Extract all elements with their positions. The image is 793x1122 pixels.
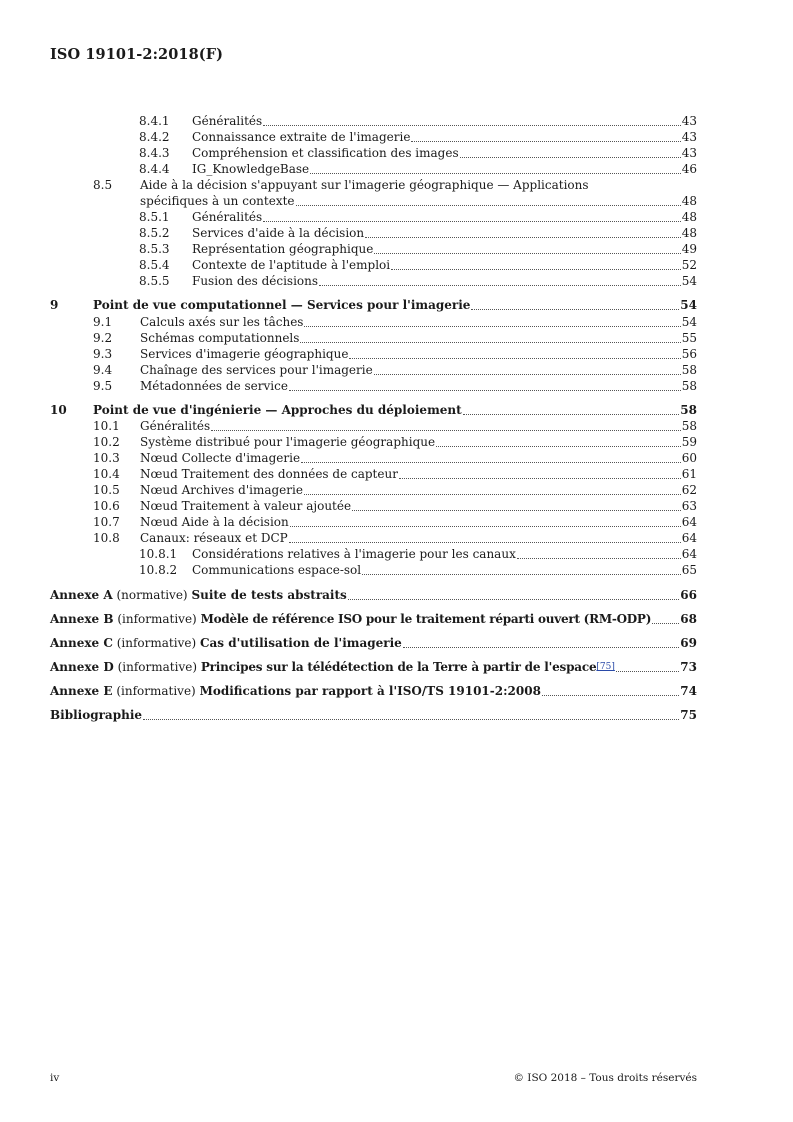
dot-leader (211, 429, 681, 431)
toc-number: 10.5 (93, 483, 120, 497)
toc-page: 75 (680, 708, 697, 722)
toc-title: Fusion des décisions (192, 274, 319, 288)
dot-leader (411, 140, 680, 142)
dot-leader (263, 220, 681, 222)
dot-leader (471, 308, 679, 310)
toc-page: 58 (680, 403, 697, 417)
annex-label: Annexe D (50, 660, 114, 674)
toc-title: Nœud Archives d'imagerie (140, 483, 303, 497)
dot-leader (348, 598, 680, 600)
toc-number: 8.5 (93, 178, 113, 192)
toc-page: 49 (681, 242, 697, 256)
toc-entry-9[interactable] (50, 296, 697, 313)
toc-entry-8-4-4[interactable] (139, 160, 697, 177)
dot-leader (352, 509, 681, 511)
toc-page: 54 (680, 298, 697, 312)
toc-number: 9.3 (93, 347, 113, 361)
toc-annex-d[interactable] (50, 658, 697, 675)
dot-leader (652, 622, 679, 624)
toc-title: Considérations relatives à l'imagerie pour les canaux (192, 547, 516, 561)
toc-entry-8-5-4[interactable] (139, 256, 697, 273)
toc-title: Aide à la décision s'appuyant sur l'imagerie géographique — Applications (140, 178, 589, 192)
toc-entry-8-5-5[interactable] (139, 272, 697, 289)
toc-title: Généralités (140, 419, 211, 433)
toc-number: 8.4.4 (139, 162, 170, 176)
toc-entry-10-1[interactable] (93, 417, 697, 434)
toc-entry-10-7[interactable] (93, 513, 697, 530)
toc-page: 58 (681, 363, 697, 377)
dot-leader (403, 646, 680, 648)
dot-leader (365, 236, 681, 238)
toc-entry-9-4[interactable] (93, 361, 697, 378)
toc-title: Généralités (192, 210, 263, 224)
dot-leader (374, 252, 680, 254)
toc-title: Représentation géographique (192, 242, 374, 256)
toc-page: 62 (681, 483, 697, 497)
toc-entry-8-4-2[interactable] (139, 128, 697, 145)
toc-entry-8-5-1[interactable] (139, 208, 697, 225)
toc-number: 9.2 (93, 331, 113, 345)
dot-leader (399, 477, 681, 479)
toc-number: 8.5.1 (139, 210, 170, 224)
toc-entry-10-8-1[interactable] (139, 545, 697, 562)
document-id-header: ISO 19101-2:2018(F) (50, 46, 224, 63)
toc-number: 8.5.2 (139, 226, 170, 240)
toc-number: 10 (50, 403, 67, 417)
dot-leader (436, 445, 681, 447)
bibliography-label: Bibliographie (50, 708, 143, 722)
toc-title: Généralités (192, 114, 263, 128)
toc-number: 10.7 (93, 515, 120, 529)
toc-number: 10.1 (93, 419, 120, 433)
dot-leader (463, 413, 680, 415)
toc-page: 61 (681, 467, 697, 481)
toc-entry-10-8[interactable] (93, 529, 697, 546)
toc-number: 10.2 (93, 435, 120, 449)
annex-label: Annexe A (50, 588, 113, 602)
annex-label: Annexe C (50, 636, 113, 650)
dot-leader (542, 694, 679, 696)
dot-leader (296, 204, 681, 206)
toc-annex-b[interactable] (50, 610, 697, 627)
toc-page: 69 (680, 636, 697, 650)
toc-number: 8.5.5 (139, 274, 170, 288)
toc-title: Contexte de l'aptitude à l'emploi (192, 258, 391, 272)
annex-title: Cas d'utilisation de l'imagerie (199, 636, 402, 650)
toc-entry-10-5[interactable] (93, 481, 697, 498)
toc-entry-10-6[interactable] (93, 497, 697, 514)
toc-page: 43 (681, 114, 697, 128)
annex-label: Annexe E (50, 684, 113, 698)
toc-number: 9.5 (93, 379, 113, 393)
toc-number: 10.8.1 (139, 547, 178, 561)
annex-kind: (informative) (112, 636, 200, 650)
dot-leader (362, 573, 681, 575)
toc-entry-9-5[interactable] (93, 377, 697, 394)
toc-number: 9 (50, 298, 59, 312)
toc-entry-8-4-1[interactable] (139, 112, 697, 129)
annex-kind: (normative) (112, 588, 192, 602)
dot-leader (517, 557, 681, 559)
toc-annex-a[interactable] (50, 586, 697, 603)
toc-page: 58 (681, 419, 697, 433)
dot-leader (301, 461, 681, 463)
toc-page: 54 (681, 315, 697, 329)
dot-leader (304, 325, 680, 327)
toc-page: 65 (681, 563, 697, 577)
toc-entry-10-4[interactable] (93, 465, 697, 482)
toc-page: 48 (681, 226, 697, 240)
dot-leader (319, 284, 681, 286)
dot-leader (349, 357, 680, 359)
toc-entry-8-5-continued[interactable] (140, 192, 697, 209)
toc-page: 64 (681, 531, 697, 545)
toc-title: Calculs axés sur les tâches (140, 315, 304, 329)
toc-title: Chaînage des services pour l'imagerie (140, 363, 373, 377)
toc-entry-10[interactable] (50, 401, 697, 418)
toc-page: 64 (681, 547, 697, 561)
toc-title: Nœud Traitement des données de capteur (140, 467, 398, 481)
toc-page: 66 (680, 588, 697, 602)
toc-entry-8-4-3[interactable] (139, 144, 697, 161)
annex-label: Annexe B (50, 612, 114, 626)
toc-entry-9-1[interactable] (93, 313, 697, 330)
dot-leader (374, 373, 681, 375)
toc-entry-9-2[interactable] (93, 329, 697, 346)
toc-number: 8.4.2 (139, 130, 170, 144)
annex-kind: (informative) (112, 684, 200, 698)
dot-leader (289, 389, 681, 391)
toc-title: Nœud Aide à la décision (140, 515, 289, 529)
toc-bibliography[interactable] (50, 706, 697, 723)
toc-title: Point de vue computationnel — Services pour l'imagerie (93, 298, 471, 312)
toc-page: 48 (681, 210, 697, 224)
toc-title: Canaux: réseaux et DCP (140, 531, 288, 545)
toc-page: 46 (681, 162, 697, 176)
dot-leader (289, 541, 681, 543)
toc-page: 74 (680, 684, 697, 698)
toc-title: Connaissance extraite de l'imagerie (192, 130, 411, 144)
toc-title: IG_KnowledgeBase (192, 162, 310, 176)
toc-page: 58 (681, 379, 697, 393)
toc-page: 63 (681, 499, 697, 513)
toc-page: 48 (681, 194, 697, 208)
toc-page: 73 (680, 660, 697, 674)
toc-annex-c[interactable] (50, 634, 697, 651)
toc-page: 43 (681, 146, 697, 160)
toc-number: 10.8.2 (139, 563, 178, 577)
toc-page: 68 (680, 612, 697, 626)
toc-entry-8-5-2[interactable] (139, 224, 697, 241)
toc-page: 59 (681, 435, 697, 449)
dot-leader (300, 341, 680, 343)
toc-entry-10-8-2[interactable] (139, 561, 697, 578)
toc-annex-e[interactable] (50, 682, 697, 699)
page-number: iv (50, 1072, 60, 1084)
toc-page: 56 (681, 347, 697, 361)
toc-number: 8.5.4 (139, 258, 170, 272)
toc-page: 60 (681, 451, 697, 465)
toc-title: Point de vue d'ingénierie — Approches du déploiement (93, 403, 462, 417)
dot-leader (290, 525, 681, 527)
annex-title: Modifications par rapport à l'ISO/TS 19101-2:2008 (199, 684, 541, 698)
toc-number: 10.8 (93, 531, 120, 545)
dot-leader (263, 124, 681, 126)
toc-title: Communications espace-sol (192, 563, 362, 577)
toc-title: Services d'aide à la décision (192, 226, 365, 240)
toc-number: 10.6 (93, 499, 120, 513)
copyright-notice: © ISO 2018 – Tous droits réservés (513, 1072, 697, 1084)
toc-title: spécifiques à un contexte (140, 194, 295, 208)
annex-kind: (informative) (113, 660, 201, 674)
toc-title: Métadonnées de service (140, 379, 288, 393)
toc-entry-10-2[interactable] (93, 433, 697, 450)
toc-entry-10-3[interactable] (93, 449, 697, 466)
toc-page: 43 (681, 130, 697, 144)
toc-page: 52 (681, 258, 697, 272)
bibliography-reference-link[interactable]: [75] (596, 662, 615, 672)
toc-title: Nœud Traitement à valeur ajoutée (140, 499, 352, 513)
toc-title: Système distribué pour l'imagerie géographique (140, 435, 436, 449)
toc-entry-9-3[interactable] (93, 345, 697, 362)
toc-number: 9.1 (93, 315, 113, 329)
dot-leader (460, 156, 681, 158)
dot-leader (143, 718, 679, 720)
toc-title: Compréhension et classification des images (192, 146, 459, 160)
toc-title: Schémas computationnels (140, 331, 300, 345)
annex-title: Suite de tests abstraits (191, 588, 347, 602)
dot-leader (304, 493, 681, 495)
dot-leader (616, 670, 679, 672)
annex-kind: (informative) (113, 612, 201, 626)
annex-title: Modèle de référence ISO pour le traitement réparti ouvert (RM-ODP) (200, 612, 652, 626)
toc-number: 8.4.3 (139, 146, 170, 160)
toc-number: 10.4 (93, 467, 120, 481)
annex-title: Principes sur la télédétection de la Terre à partir de l'espace (200, 660, 597, 674)
toc-title: Nœud Collecte d'imagerie (140, 451, 301, 465)
toc-title: Services d'imagerie géographique (140, 347, 349, 361)
toc-page: 64 (681, 515, 697, 529)
toc-number: 8.5.3 (139, 242, 170, 256)
toc-entry-8-5-3[interactable] (139, 240, 697, 257)
toc-entry-8-5[interactable] (93, 176, 589, 193)
toc-number: 10.3 (93, 451, 120, 465)
toc-number: 8.4.1 (139, 114, 170, 128)
dot-leader (391, 268, 681, 270)
dot-leader (310, 172, 681, 174)
toc-page: 54 (681, 274, 697, 288)
toc-page: 55 (681, 331, 697, 345)
toc-number: 9.4 (93, 363, 113, 377)
